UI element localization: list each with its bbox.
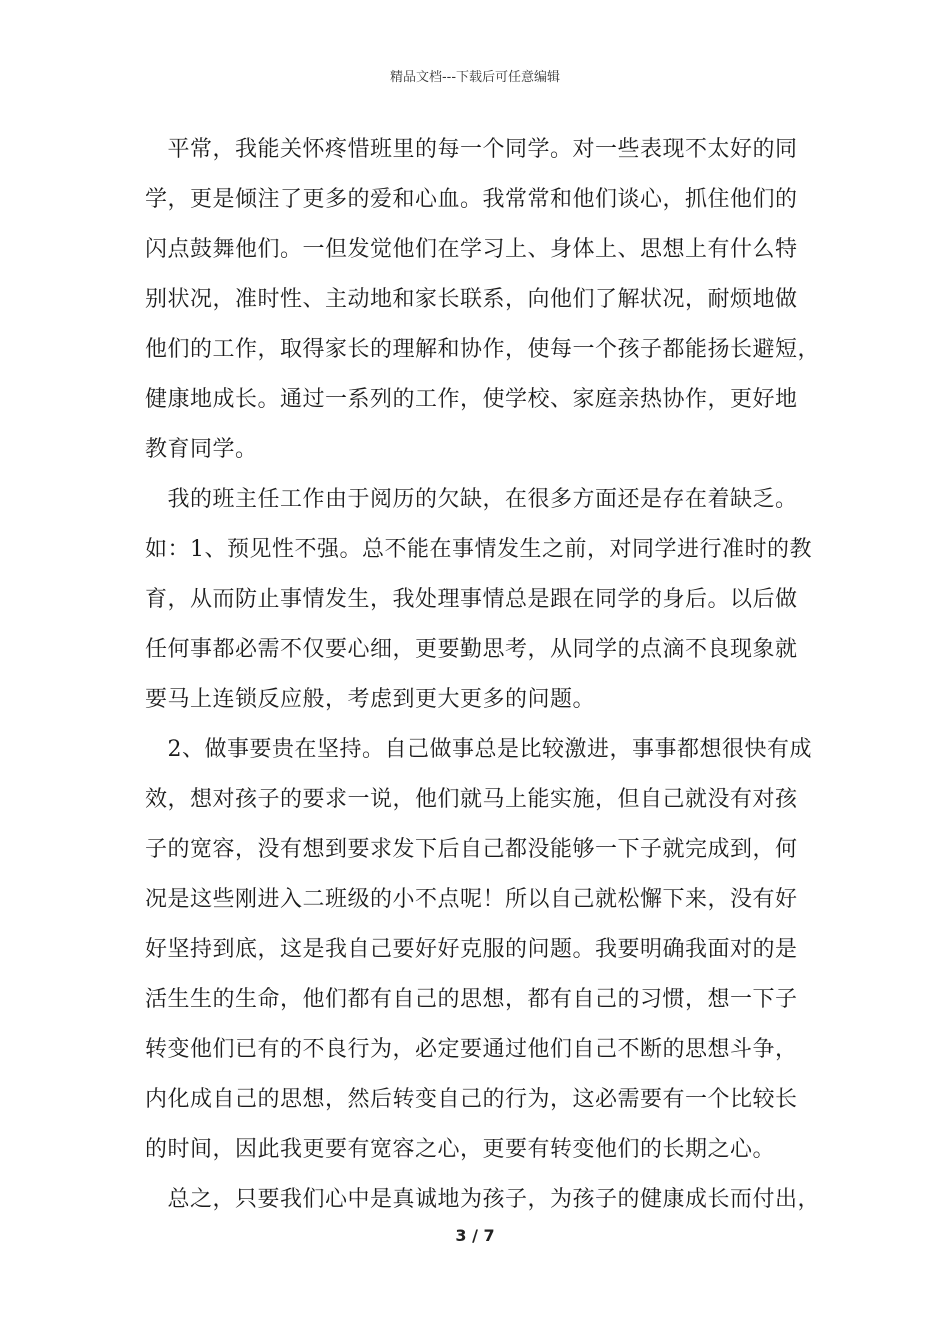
text-line: 健康地成长。通过一系列的工作，使学校、家庭亲热协作，更好地 xyxy=(145,387,798,412)
text-line: 如：1、预见性不强。总不能在事情发生之前，对同学进行准时的教 xyxy=(145,537,812,562)
text-line: 效，想对孩子的要求一说，他们就马上能实施，但自己就没有对孩 xyxy=(145,787,798,812)
text-line: 闪点鼓舞他们。一但发觉他们在学习上、身体上、思想上有什么特 xyxy=(145,237,798,262)
text-line: 活生生的生命，他们都有自己的思想，都有自己的习惯，想一下子 xyxy=(145,987,798,1012)
text-line: 内化成自己的思想，然后转变自己的行为，这必需要有一个比较长 xyxy=(145,1087,798,1112)
text-line: 教育同学。 xyxy=(145,437,258,462)
text-line: 转变他们已有的不良行为，必定要通过他们自己不断的思想斗争， xyxy=(145,1037,798,1062)
page-number: 3 / 7 xyxy=(455,1226,495,1245)
text-line: 2、做事要贵在坚持。自己做事总是比较激进，事事都想很快有成 xyxy=(145,737,812,762)
text-line: 好坚持到底，这是我自己要好好克服的问题。我要明确我面对的是 xyxy=(145,937,798,962)
text-line: 别状况，准时性、主动地和家长联系，向他们了解状况，耐烦地做 xyxy=(145,287,798,312)
text-line: 我的班主任工作由于阅历的欠缺，在很多方面还是存在着缺乏。 xyxy=(145,487,798,512)
text-line: 况是这些刚进入二班级的小不点呢！所以自己就松懈下来，没有好 xyxy=(145,887,798,912)
text-line: 学，更是倾注了更多的爱和心血。我常常和他们谈心，抓住他们的 xyxy=(145,187,798,212)
document-body xyxy=(145,125,823,1225)
text-line: 总之，只要我们心中是真诚地为孩子，为孩子的健康成长而付出， xyxy=(145,1187,821,1212)
page-header: 精品文档---下载后可任意编辑 xyxy=(389,70,561,85)
text-line: 子的宽容，没有想到要求发下后自己都没能够一下子就完成到，何 xyxy=(145,837,798,862)
text-line: 育，从而防止事情发生，我处理事情总是跟在同学的身后。以后做 xyxy=(145,587,798,612)
text-line: 任何事都必需不仅要心细，更要勤思考，从同学的点滴不良现象就 xyxy=(145,637,798,662)
text-line: 的时间，因此我更要有宽容之心，更要有转变他们的长期之心。 xyxy=(145,1137,776,1162)
text-line: 要马上连锁反应般，考虑到更大更多的问题。 xyxy=(145,687,596,712)
text-line: 平常，我能关怀疼惜班里的每一个同学。对一些表现不太好的同 xyxy=(145,137,798,162)
text-line: 他们的工作，取得家长的理解和协作，使每一个孩子都能扬长避短， xyxy=(145,337,821,362)
